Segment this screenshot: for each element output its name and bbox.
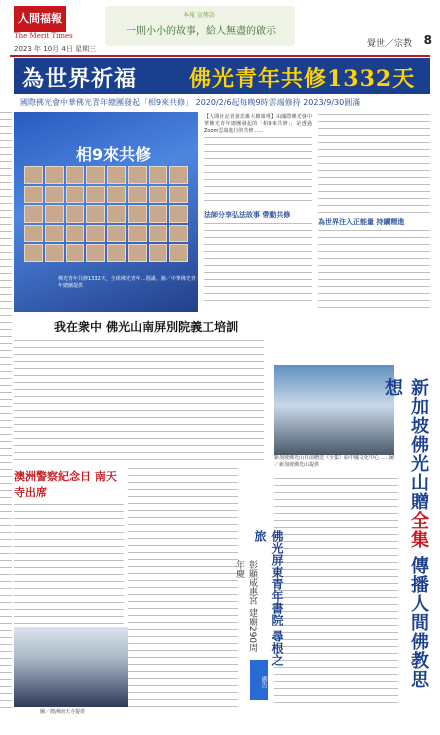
masthead: [0, 0, 440, 58]
page-number: 8: [423, 33, 432, 47]
slogan-text: 一則小小的故事，給人無盡的啟示: [126, 26, 276, 37]
article-subtitle-1: 法師分享弘法故事 帶動共修: [204, 211, 291, 219]
masthead-rule: [10, 55, 430, 57]
article-column-2: [318, 114, 430, 310]
article-subtitle-2: 為世界注入正能量 持續精進: [318, 218, 405, 226]
pingtung-vertical-headline: 佛光屏東青年書院 尋根之旅: [253, 530, 284, 667]
newspaper-logo-en: The Merit Times: [14, 32, 73, 40]
slogan-box: [105, 6, 295, 46]
article-column-1: [204, 114, 312, 310]
left-margin-text: [0, 112, 12, 712]
section3-headline: 澳洲警察紀念日 南天寺出席: [14, 470, 117, 499]
headline-part-2: 佛光青年共修1332天: [189, 66, 416, 92]
singapore-article-text: [274, 478, 398, 706]
ad-tag: 廣告: [250, 660, 268, 700]
photo-caption: 佛光青年共修1332天，全球佛光青年…圓滿。圖／中華佛光青年總團提供: [58, 276, 196, 289]
photo-title: 相9來共修: [76, 145, 152, 164]
participant-grid: [24, 166, 188, 262]
singapore-vertical-headline: 新加坡佛光山贈全集 傳播人間佛教思想: [382, 378, 429, 690]
pingtung-vertical-sub: 彰顯威惠宮 建廟290周年慶: [234, 560, 257, 653]
headline-subhead: 國際佛光會中華佛光青年總團發起「相9來共修」 2020/2/6起每晚9時雲端修持 2023/9/30圓滿: [20, 98, 361, 107]
singapore-photo-caption: 新加坡佛光山日前贈送《全集》給中國文化中心……圖／新加坡佛光山提供: [274, 455, 395, 468]
headline-part-1: 為世界祈福: [22, 66, 138, 92]
section-name: 覺世／宗教: [366, 39, 412, 49]
article-intro: 【人間社記者黃思維大樹報導】由國際佛光會中華佛光青年總團發起的「相9來共修」，是透過Zoom雲端進行的共修……: [204, 114, 312, 134]
police-memorial-photo: [14, 627, 134, 707]
singapore-photo: [274, 365, 394, 455]
section2-headline: 我在衆中 佛光山南屏別院義工培訓: [54, 320, 239, 334]
slogan-tag: 本報 宣傳語: [183, 12, 215, 19]
issue-date: 2023 年 10月 4日 星期三: [14, 45, 97, 53]
middle-article-text: [128, 468, 238, 708]
headline-banner: [14, 58, 430, 94]
newspaper-logo: 人間福報: [14, 6, 66, 32]
australia-police-article: [14, 468, 124, 644]
volunteer-training-article: [14, 318, 274, 463]
police-photo-caption: 圖／澳洲南天寺提供: [40, 709, 86, 715]
